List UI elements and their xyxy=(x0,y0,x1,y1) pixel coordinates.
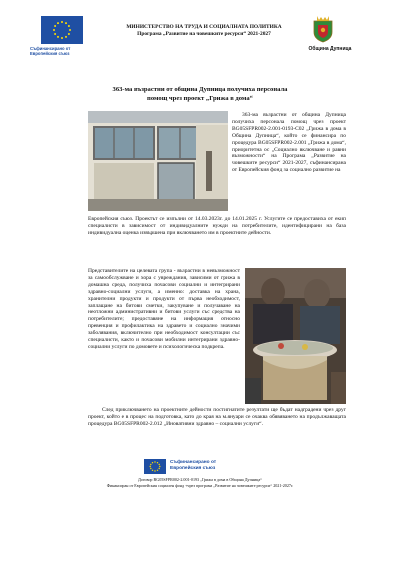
eu-footer-caption-line1: Съфинансирано от xyxy=(170,460,217,465)
ministry-name: МИНИСТЕРСТВО НА ТРУДА И СОЦИАЛНАТА ПОЛИТИКА xyxy=(126,24,282,30)
eu-caption-line2: Европейския съюз xyxy=(30,51,70,57)
municipality-name: Община Дупница xyxy=(308,46,352,52)
building-photo xyxy=(88,111,228,211)
programme-name: Програма „Развитие на човешките ресурси“ 2021-2027 xyxy=(137,31,271,37)
eu-caption-line1: Съфинансирано от xyxy=(30,46,71,51)
header-title xyxy=(98,24,310,38)
paragraph-future: След приключването на проектните дейности постигнатите резултати ще бъдат надградени чрез друг проект, който е в процес на подготовка, като до края на м.януари се очаква обявяването на продължаващата процедура BG05SFPR002-2.012 „Иновативни здравно – социални услуги“. xyxy=(88,407,346,427)
people-photo xyxy=(245,268,346,404)
paragraph-intro: 363-ма възрастни от община Дупница получиха персонала помощ чрез проект BG05SFPR002-2.001-0193-C02 „Грижа в дома в Община Дупница“, който се финансира по процедура BG05SFPR002-2.001 „Грижа в дома“, приоритетна ос „Социално включване и равни възможности“ на Програма „Развитие на човешките ресурси“ 2021-2027, съфинансирана от Европейския фонд за социално развитие на xyxy=(232,112,346,174)
eu-flag-footer-icon xyxy=(144,459,166,474)
eu-stars-icon xyxy=(41,16,83,44)
footer-contract: Договор BG05SFPR002-2.001-0193 „Грижа в дома в Община Дупница“ xyxy=(138,477,262,482)
headline-line2: помощ чрез проект „Грижа в дома“ xyxy=(147,95,253,102)
eu-flag-icon xyxy=(41,16,83,44)
paragraph-intro-continued: Европейския съюз. Проектът се изпълни от 14.03.2023г. до 14.01.2025 г. Услугите се предоставиха от екип специалисти в зависимост от индивидуалните нужди на потребителите, идентифицирани на база индивидуална оценка извършена при включването им в проектните дейности. xyxy=(88,216,346,236)
eu-caption xyxy=(30,46,96,56)
headline xyxy=(60,85,340,103)
paragraph-services: Представителите на целевата група - възрастни в невъзможност за самообслужване и хора с увреждания, зависими от грижа в домашна среда, получиха почасови социални и интегрирани здравно-социални услуги, а именно: доставка на храна, хранителни продукти и продукти от първа необходимост, заплащане на битови сметки, закупуване и получаване на неотложни административни и битови услуги със средства на потребителите; предоставяне на информация относно превенция и профилактика на здравето и социално значими заболявания, включително при необходимост консултации със специалисти, както и почасови мобилни интегрирани здравно-социални услуги по домовете и психологическа подкрепа. xyxy=(88,268,240,350)
municipality-crest-icon xyxy=(312,15,334,43)
eu-footer-caption-line2: Европейския съюз xyxy=(170,466,216,471)
eu-footer-caption xyxy=(170,460,256,472)
footer-funding: Финансиран от Европейския социален фонд +чрез програма „Развитие на човешките ресурси“ 2021-2027г. xyxy=(106,483,294,488)
headline-line1: 363-ма възрастни от община Дупница получиха персонала xyxy=(112,86,288,93)
